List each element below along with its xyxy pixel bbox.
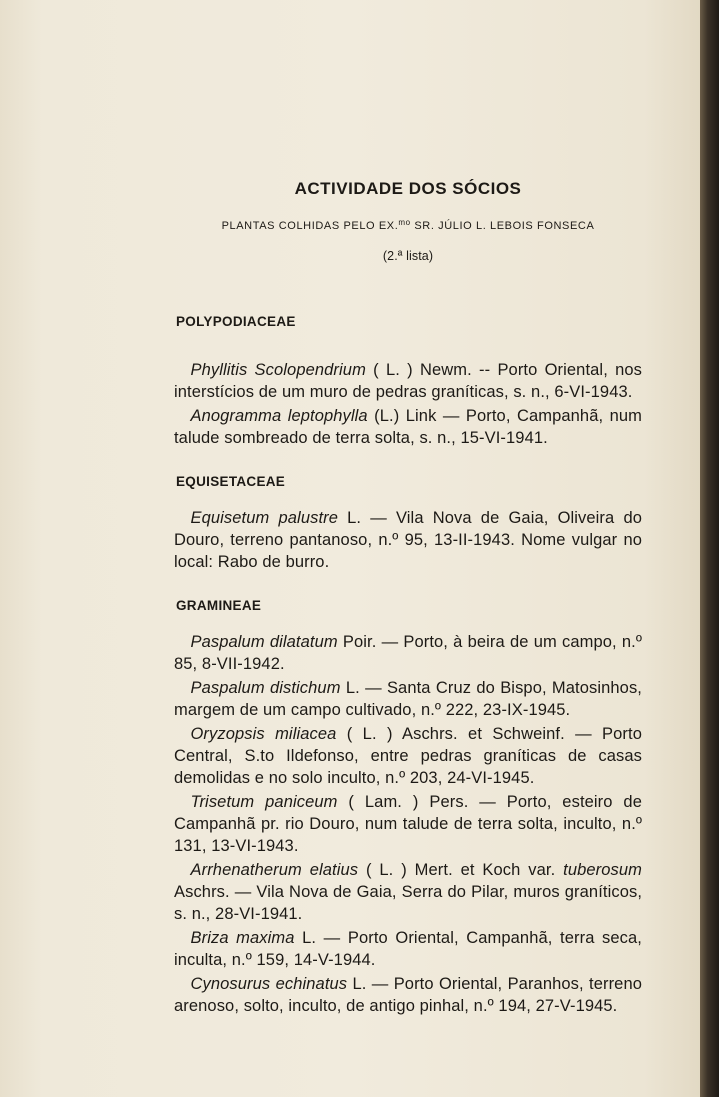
- species-details: ( L. ) Aschrs. et Schweinf. — Porto Central, S.to Ildefonso, entre pedras graníticas de casas demolidas e no solo inculto, n.º 203, 24-VI-1945.: [174, 725, 642, 787]
- book-spine: [700, 0, 719, 1097]
- species-entry: [174, 973, 642, 1017]
- family-heading-gramineae: GRAMINEAE: [176, 598, 262, 613]
- species-name: Paspalum dilatatum: [190, 633, 338, 651]
- species-name: Oryzopsis miliacea: [190, 725, 337, 743]
- species-entry: [174, 359, 642, 403]
- page-content: [174, 178, 642, 1019]
- species-entry: [174, 859, 642, 925]
- variety-name: tuberosum: [563, 861, 642, 879]
- species-entry: [174, 723, 642, 789]
- subtitle-collector: SR. JÚLIO L. LEBOIS FONSECA: [410, 220, 595, 232]
- species-details: ( Lam. ) Pers. — Porto, esteiro de Campanhã pr. rio Douro, num talude de terra solta, inculto, n.º 131, 13-VI-1943.: [174, 793, 642, 855]
- species-name: Anogramma leptophylla: [190, 407, 368, 425]
- subtitle-superscript: mo: [398, 218, 411, 227]
- page-title: ACTIVIDADE DOS SÓCIOS: [294, 179, 522, 198]
- list-number: (2.ª lista): [382, 249, 434, 263]
- species-name: Trisetum paniceum: [190, 793, 338, 811]
- species-details: L. — Santa Cruz do Bispo, Matosinhos, margem de um campo cultivado, n.º 222, 23-IX-1945.: [174, 679, 642, 719]
- subtitle-text: PLANTAS COLHIDAS PELO EX.: [221, 220, 399, 232]
- species-name: Paspalum distichum: [190, 679, 341, 697]
- page-subtitle: [174, 212, 642, 237]
- species-details: (L.) Link — Porto, Campanhã, num talude sombreado de terra solta, s. n., 15-VI-1941.: [174, 407, 643, 447]
- species-details: ( L. ) Mert. et Koch var.: [358, 861, 564, 879]
- family-heading-polypodiaceae: POLYPODIACEAE: [176, 314, 296, 329]
- species-entry: [174, 791, 642, 857]
- species-entry: [174, 507, 642, 573]
- species-details-continued: Aschrs. — Vila Nova de Gaia, Serra do Pilar, muros graníticos, s. n., 28-VI-1941.: [174, 883, 642, 923]
- species-name: Cynosurus echinatus: [190, 975, 348, 993]
- species-name: Equisetum palustre: [190, 509, 338, 527]
- species-entry: [174, 677, 642, 721]
- species-details: Poir. — Porto, à beira de um campo, n.º 85, 8-VII-1942.: [174, 633, 642, 673]
- species-details: L. — Vila Nova de Gaia, Oliveira do Douro, terreno pantanoso, n.º 95, 13-II-1943. Nome vulgar no local: Rabo de burro.: [174, 509, 642, 571]
- species-details: ( L. ) Newm. -- Porto Oriental, nos interstícios de um muro de pedras graníticas, s. n., 6-VI-1943.: [174, 361, 643, 401]
- species-details: L. — Porto Oriental, Campanhã, terra seca, inculta, n.º 159, 14-V-1944.: [174, 929, 642, 969]
- species-entry: [174, 927, 642, 971]
- species-entry: [174, 405, 642, 449]
- species-entry: [174, 631, 642, 675]
- species-details: L. — Porto Oriental, Paranhos, terreno arenoso, solto, inculto, de antigo pinhal, n.º 194, 27-V-1945.: [174, 975, 642, 1015]
- species-name: Arrhenatherum elatius: [190, 861, 359, 879]
- species-name: Briza maxima: [190, 929, 295, 947]
- family-heading-equisetaceae: EQUISETACEAE: [176, 474, 286, 489]
- species-name: Phyllitis Scolopendrium: [190, 361, 366, 379]
